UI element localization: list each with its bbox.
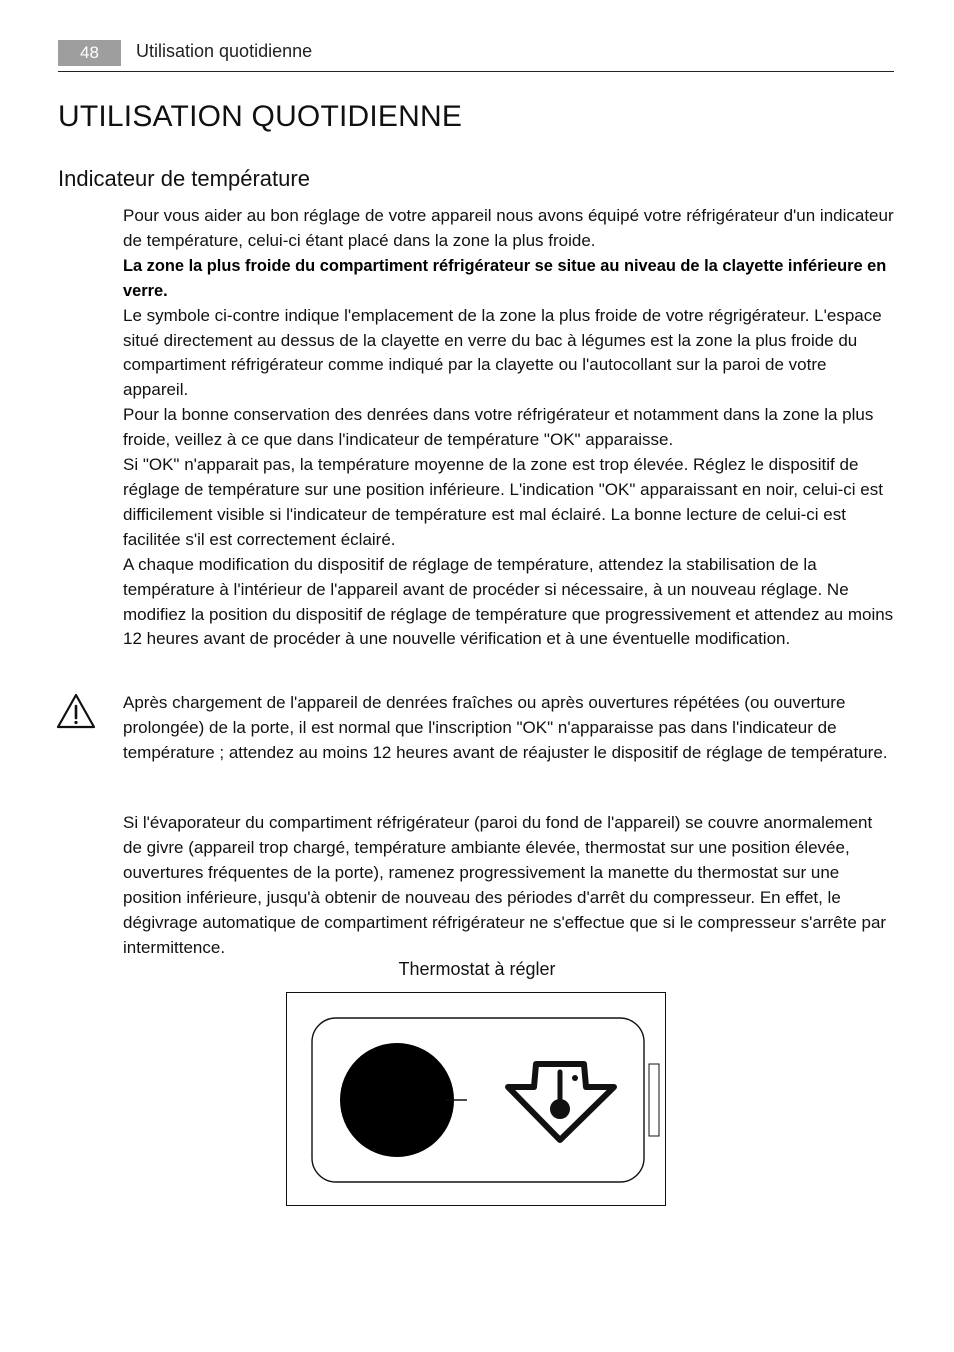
caution-text: Après chargement de l'appareil de denrées fraîches ou après ouvertures répétées (ou ouverture prolongée) de la porte, il est normal que l'inscription "OK" n'apparaisse pas dans l'indicateur de température ; attendez au moins 12 heures avant de réajuster le dispositif de réglage de température. (123, 693, 888, 762)
evaporator-text: Si l'évaporateur du compartiment réfrigérateur (paroi du fond de l'appareil) se couvre anormalement de givre (appareil trop chargé, température ambiante élevée, thermostat sur une position élevée, ouvertures fréquentes de la porte), ramenez progressivement la manette du thermostat sur une position inférieure, jusqu'à obtenir de nouveau des périodes d'arrêt du compresseur. En effet, le dégivrage automatique de compartiment réfrigérateur ne s'effectue que si le compresseur s'arrête par intermittence. (123, 813, 887, 957)
page-title: UTILISATION QUOTIDIENNE (58, 100, 463, 133)
figure-caption: Thermostat à régler (398, 959, 556, 979)
warning-triangle-icon (55, 692, 97, 730)
thermostat-figure (286, 992, 666, 1206)
paragraph: Le symbole ci-contre indique l'emplacement de la zone la plus froide de votre régrigérateur. L'espace situé directement au dessus de la clayette en verre du bac à légumes est la zone la plus froide du compartiment réfrigérateur comme indiqué par la clayette ou l'autocollant sur la paroi de votre appareil. (123, 305, 882, 400)
running-title: Utilisation quotidienne (136, 41, 313, 61)
evaporator-note (123, 811, 895, 960)
section-title: Indicateur de température (58, 166, 310, 191)
paragraph: Si "OK" n'apparait pas, la température moyenne de la zone est trop élevée. Réglez le dispositif de réglage de température sur une position inférieure. L'indication "OK" apparaissant en noir, celui-ci est difficilement visible si l'indicateur de température est mal éclairé. La bonne lecture de celui-ci est facilitée s'il est correctement éclairé. (123, 455, 883, 549)
page-number: 48 (58, 40, 121, 66)
paragraph-highlight: La zone la plus froide du compartiment réfrigérateur se situe au niveau de la clayette inférieure en verre. (123, 256, 887, 300)
caution-note (123, 691, 895, 766)
page-header (58, 40, 894, 72)
section-body (123, 204, 895, 652)
paragraph: Pour vous aider au bon réglage de votre appareil nous avons équipé votre réfrigérateur d'un indicateur de température, celui-ci étant placé dans la zone la plus froide. (123, 206, 894, 250)
paragraph: A chaque modification du dispositif de réglage de température, attendez la stabilisation de la température à l'intérieur de l'appareil avant de procéder si nécessaire, à un nouveau réglage. Ne modifiez la position du dispositif de réglage de température que progressivement et attendez au moins 12 heures avant de procéder à une nouvelle vérification et à une éventuelle modification. (123, 554, 894, 649)
paragraph: Pour la bonne conservation des denrées dans votre réfrigérateur et notamment dans la zone la plus froide, veillez à ce que dans l'indicateur de température "OK" apparaisse. (123, 405, 874, 450)
